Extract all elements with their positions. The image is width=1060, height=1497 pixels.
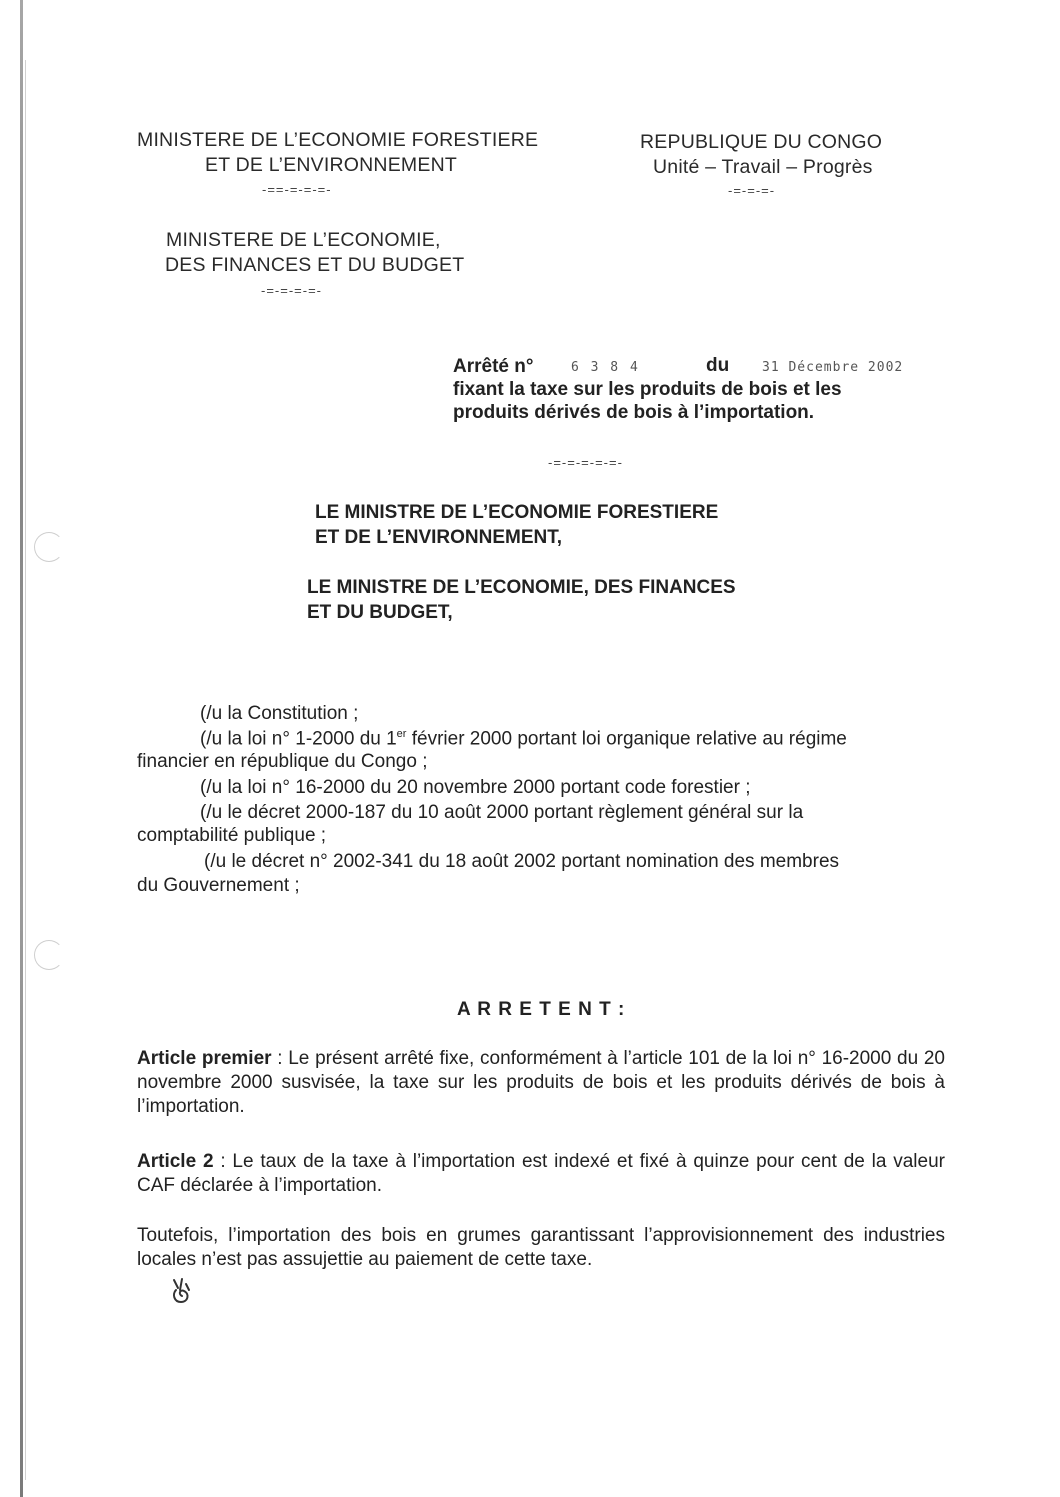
visa-loi-organique: (/u la loi n° 1-2000 du 1er février 2000 portant loi organique relative au régime xyxy=(200,728,847,750)
arrete-du: du xyxy=(706,355,730,376)
visa-decret-gouvernement-cont: du Gouvernement ; xyxy=(137,875,300,896)
minister-finance-line1: LE MINISTRE DE L’ECONOMIE, DES FINANCES xyxy=(307,577,736,598)
arretent-heading: A R R E T E N T : xyxy=(457,999,626,1020)
republic-title: REPUBLIQUE DU CONGO xyxy=(640,131,883,153)
punch-hole-bottom xyxy=(34,940,64,970)
initials-mark xyxy=(170,1276,196,1306)
ministry-forest-line2: ET DE L’ENVIRONNEMENT xyxy=(205,154,457,176)
article-premier: Article premier : Le présent arrêté fixe, conformément à l’article 101 de la loi n° 16-2000 du 20 novembre 2000 susvisée, la taxe sur les produits de bois et les produits dérivés de bois à l’importation. xyxy=(137,1048,945,1117)
visa-code-forestier: (/u la loi n° 16-2000 du 20 novembre 2000 portant code forestier ; xyxy=(200,777,751,798)
article-premier-label: Article premier xyxy=(137,1048,272,1069)
arrete-label: Arrêté n° xyxy=(453,356,534,377)
visa-decret-comptabilite: (/u le décret 2000-187 du 10 août 2000 portant règlement général sur la xyxy=(200,802,804,823)
scan-edge xyxy=(20,0,23,1497)
visa-decret-comptabilite-cont: comptabilité publique ; xyxy=(137,825,327,846)
article-2-toutefois: Toutefois, l’importation des bois en grumes garantissant l’approvisionnement des industries locales n’est pas assujettie au paiement de cette taxe. xyxy=(137,1225,945,1270)
minister-forest-line2: ET DE L’ENVIRONNEMENT, xyxy=(315,527,563,548)
punch-hole-top xyxy=(34,532,64,562)
republic-dash: -=-=-=- xyxy=(728,183,776,198)
scan-edge-shadow xyxy=(25,60,26,1480)
article-2: Article 2 : Le taux de la taxe à l’importation est indexé et fixé à quinze pour cent de la valeur CAF déclarée à l’importation. xyxy=(137,1151,945,1196)
ministry-finance-line1: MINISTERE DE L’ECONOMIE, xyxy=(166,229,441,251)
visa-loi-organique-cont: financier en république du Congo ; xyxy=(137,751,428,772)
ministry-finance-line2: DES FINANCES ET DU BUDGET xyxy=(165,254,465,276)
arrete-date: 31 Décembre 2002 xyxy=(762,360,904,375)
arrete-title-line2: produits dérivés de bois à l’importation. xyxy=(453,402,815,423)
arrete-dash: -=-=-=-=-=- xyxy=(548,455,623,470)
ministry-finance-dash: -=-=-=-=- xyxy=(261,283,323,298)
minister-finance-line2: ET DU BUDGET, xyxy=(307,602,453,623)
article-2-label: Article 2 xyxy=(137,1151,214,1172)
republic-motto: Unité – Travail – Progrès xyxy=(653,156,873,178)
minister-forest-line1: LE MINISTRE DE L’ECONOMIE FORESTIERE xyxy=(315,502,719,523)
arrete-title-line1: fixant la taxe sur les produits de bois et les xyxy=(453,379,842,400)
arrete-number: 6 3 8 4 xyxy=(571,360,640,375)
visa-constitution: (/u la Constitution ; xyxy=(200,703,359,724)
ministry-forest-line1: MINISTERE DE L’ECONOMIE FORESTIERE xyxy=(137,129,539,151)
ministry-forest-dash: -==-=-=-=- xyxy=(262,182,332,197)
visa-decret-gouvernement: (/u le décret n° 2002-341 du 18 août 2002 portant nomination des membres xyxy=(204,851,840,872)
